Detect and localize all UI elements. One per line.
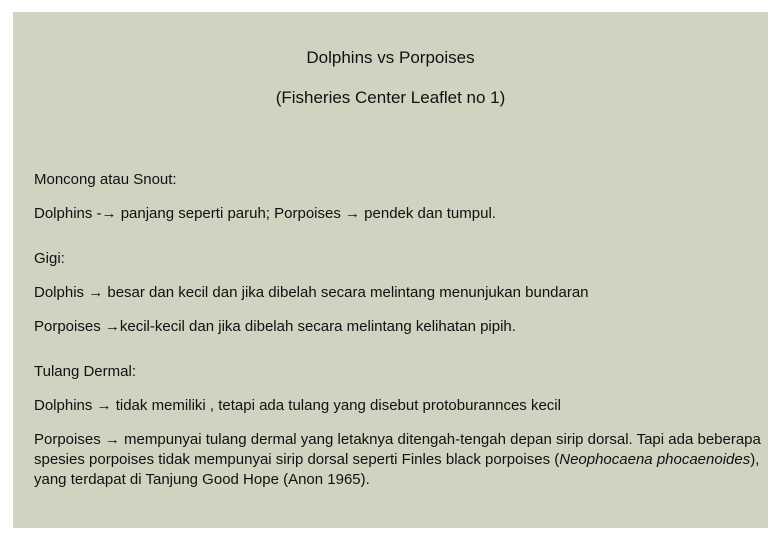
arrow-icon: → bbox=[101, 205, 117, 222]
dermal-dolphins-label: Dolphins bbox=[34, 397, 97, 414]
dermal-porpoises-text: mempunyai tulang dermal yang letaknya ditengah-tengah depan sirip dorsal. Tapi ada beberapa spesies porpoises tidak mempunyai sirip dorsal seperti Finles black porpoises ( bbox=[34, 431, 761, 468]
dermal-porpoises-label: Porpoises bbox=[34, 431, 105, 448]
snout-text-c: pendek dan tumpul. bbox=[360, 205, 496, 222]
teeth-dolphins-text: besar dan kecil dan jika dibelah secara melintang menunjukan bundaran bbox=[103, 284, 589, 301]
arrow-icon: → bbox=[104, 318, 120, 335]
teeth-porpoises-label: Porpoises bbox=[34, 318, 105, 335]
snout-line bbox=[34, 204, 496, 224]
arrow-icon: → bbox=[104, 431, 120, 448]
dermal-line-dolphins bbox=[34, 396, 561, 416]
slide bbox=[13, 12, 768, 528]
snout-heading: Moncong atau Snout: bbox=[34, 171, 177, 188]
arrow-icon: → bbox=[96, 397, 112, 414]
snout-text-a: Dolphins - bbox=[34, 205, 102, 222]
snout-text-b: panjang seperti paruh; Porpoises bbox=[116, 205, 346, 222]
species-name: Neophocaena phocaenoides bbox=[559, 451, 751, 468]
teeth-dolphins-label: Dolphis bbox=[34, 284, 89, 301]
arrow-icon: → bbox=[345, 205, 361, 222]
teeth-line-dolphins bbox=[34, 283, 589, 303]
slide-title: Dolphins vs Porpoises bbox=[306, 48, 475, 67]
teeth-heading: Gigi: bbox=[34, 250, 65, 267]
dermal-dolphins-text: tidak memiliki , tetapi ada tulang yang disebut protoburannces kecil bbox=[111, 397, 561, 414]
dermal-porpoises-paragraph bbox=[34, 430, 764, 490]
teeth-line-porpoises bbox=[34, 317, 516, 337]
slide-subtitle: (Fisheries Center Leaflet no 1) bbox=[275, 88, 506, 107]
teeth-porpoises-text: kecil-kecil dan jika dibelah secara melintang kelihatan pipih. bbox=[119, 318, 516, 335]
arrow-icon: → bbox=[88, 284, 104, 301]
dermal-porpoises-text-end: ), yang terdapat di Tanjung Good Hope (Anon 1965). bbox=[34, 451, 760, 488]
dermal-heading: Tulang Dermal: bbox=[34, 363, 136, 380]
